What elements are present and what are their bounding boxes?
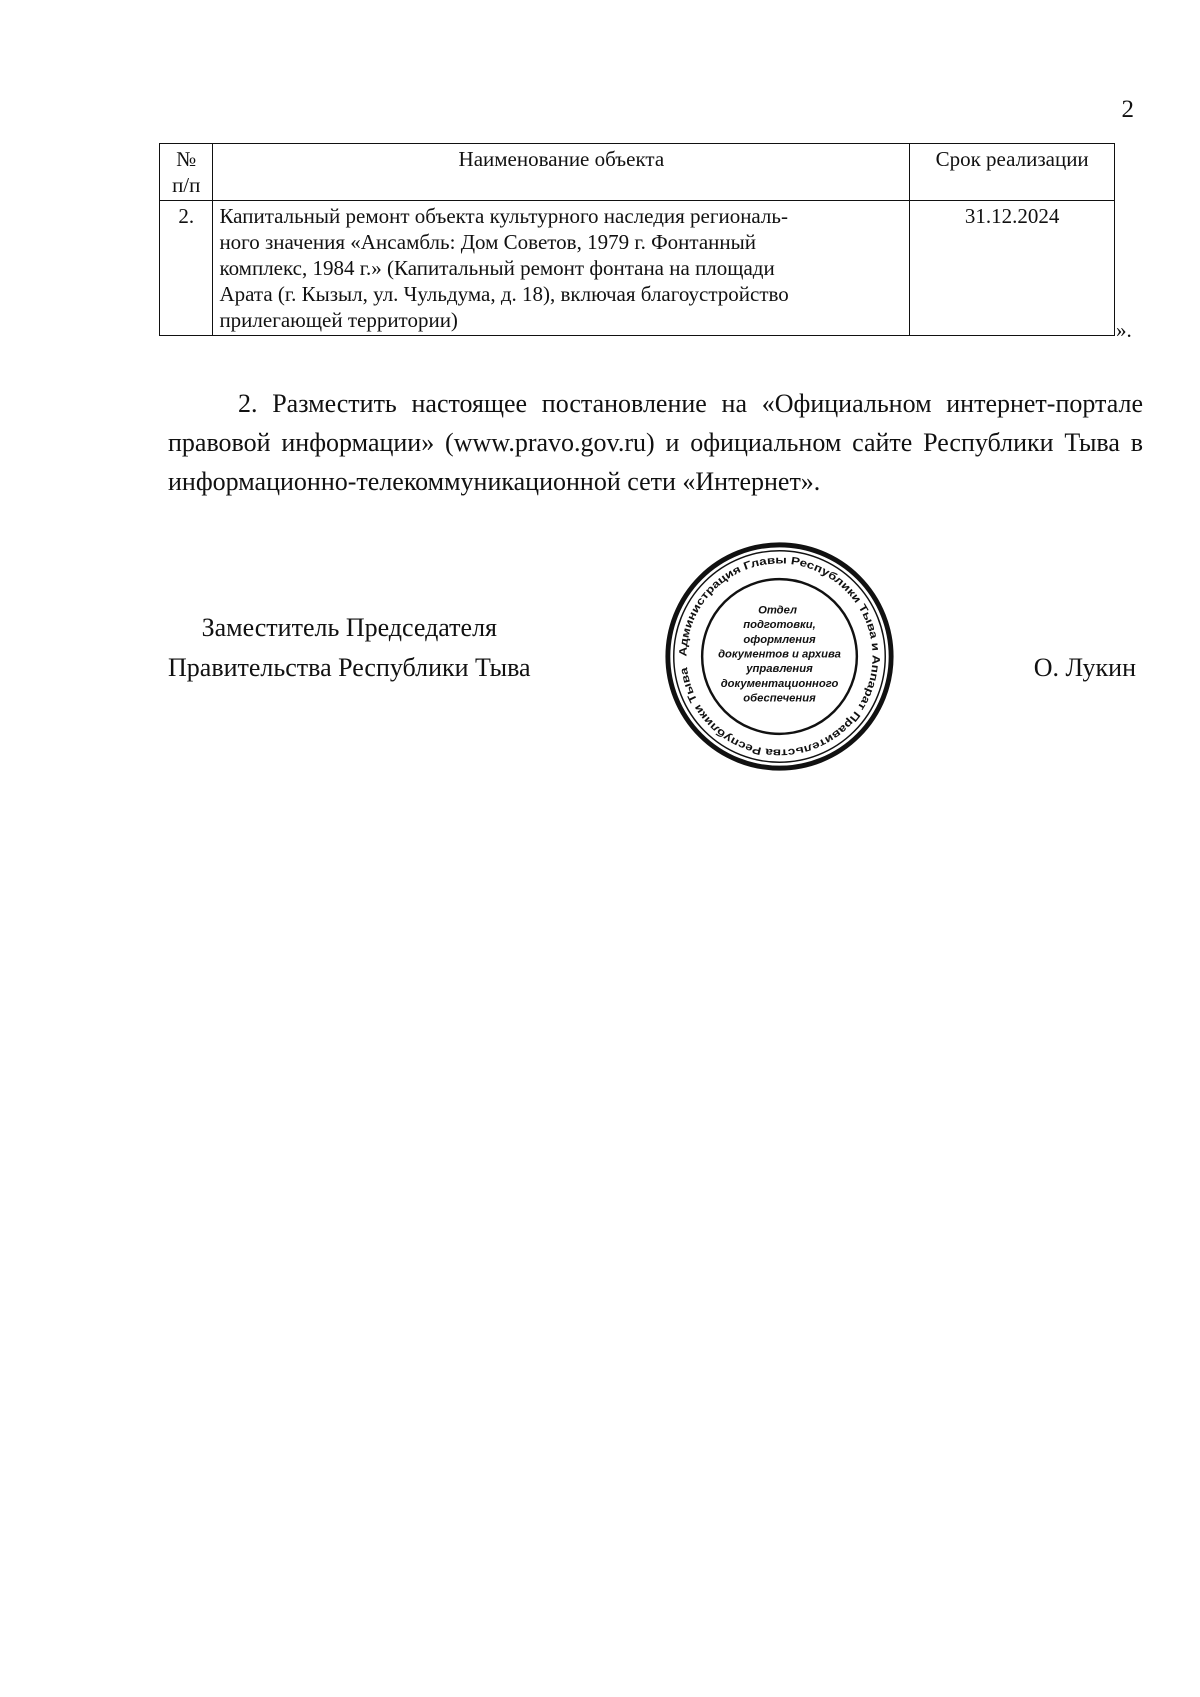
objects-table <box>159 143 1115 336</box>
row-number: 2. <box>160 201 213 336</box>
seal-ring-text: Администрация Главы Республики Тыва и Аппарат Правительства Республики Тыва <box>677 554 882 759</box>
seal-center-line: управления <box>746 663 813 676</box>
signatory-position: Заместитель Председателя Правительства Республики Тыва <box>168 613 531 682</box>
seal-center-line: оформления <box>743 633 816 646</box>
page-number: 2 <box>1121 96 1134 123</box>
signatory-name: О. Лукин <box>1033 653 1136 682</box>
seal-center-line: обеспечения <box>743 692 816 705</box>
seal-center-line: Отдел <box>758 604 798 617</box>
table-row <box>160 201 1115 336</box>
header-object-name: Наименование объекта <box>213 144 910 201</box>
table-closing-quote: ». <box>1116 318 1132 342</box>
seal-center-line: документационного <box>720 677 839 690</box>
header-term: Срок реализации <box>910 144 1115 201</box>
row-object-name: Капитальный ремонт объекта культурного наследия региональ- ного значения «Ансамбль: Дом Советов, 1979 г. Фонтанный комплекс, 1984 г.» (Капитальный ремонт фонтана на площади Арата (г. Кызыл, ул. Чульдума, д. 18), включая благоустройство прилегающей территории) <box>213 201 910 336</box>
resolution-paragraph-2: 2. Разместить настоящее постановление на «Официальном интернет-портале правовой информации» (www.pravo.gov.ru) и официальном сайте Республики Тыва в информационно-телекоммуникационной сети «Интернет». <box>168 389 1143 496</box>
row-term: 31.12.2024 <box>910 201 1115 336</box>
seal-graphic <box>662 539 897 774</box>
seal-center-line: подготовки, <box>743 619 816 632</box>
seal-center-line: документов и архива <box>718 648 841 661</box>
table-header-row <box>160 144 1115 201</box>
header-number: № п/п <box>160 144 213 201</box>
official-seal <box>662 539 897 774</box>
